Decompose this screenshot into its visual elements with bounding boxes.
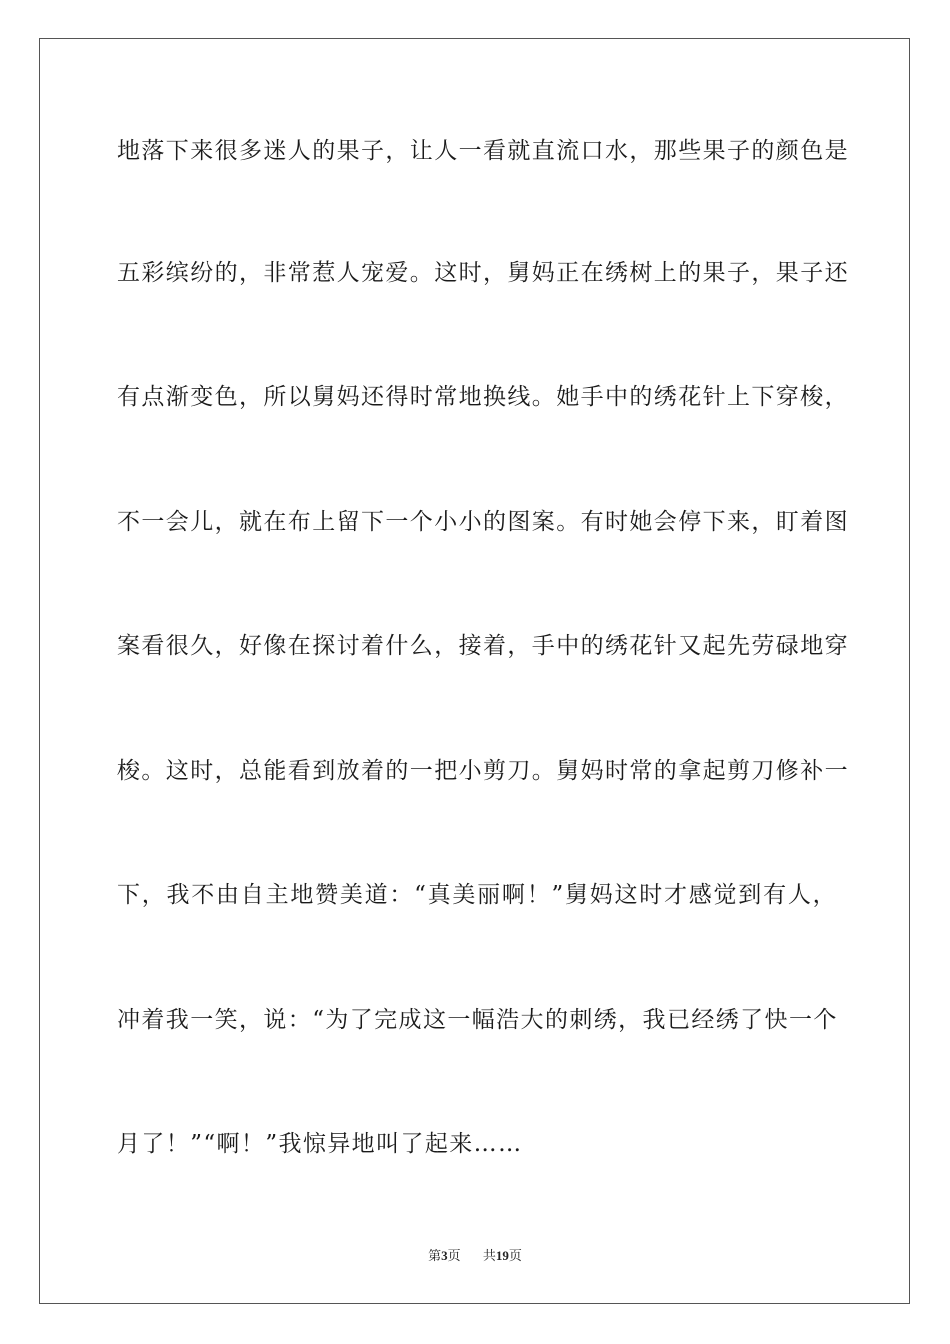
total-suffix: 页: [508, 1249, 522, 1264]
text-line-2: 五彩缤纷的，非常惹人宠爱。这时，舅妈正在绣树上的果子，果子还: [117, 260, 849, 286]
page-footer: [0, 1247, 950, 1266]
total-prefix: 共: [482, 1249, 496, 1264]
page-prefix: 第: [428, 1249, 442, 1264]
text-line-9: 月了！”“啊！”我惊异地叫了起来……: [117, 1131, 523, 1157]
page-number: 3: [441, 1248, 448, 1263]
text-line-4: 不一会儿，就在布上留下一个小小的图案。有时她会停下来，盯着图: [117, 509, 849, 535]
text-line-8: 冲着我一笑，说：“为了完成这一幅浩大的刺绣，我已经绣了快一个: [117, 1007, 838, 1033]
page-border: [39, 38, 910, 1304]
page-suffix: 页: [447, 1249, 461, 1264]
text-line-3: 有点渐变色，所以舅妈还得时常地换线。她手中的绣花针上下穿梭，: [117, 384, 849, 410]
total-pages: 19: [495, 1248, 509, 1263]
text-line-7: 下，我不由自主地赞美道：“真美丽啊！”舅妈这时才感觉到有人，: [117, 882, 837, 908]
text-line-5: 案看很久，好像在探讨着什么，接着，手中的绣花针又起先劳碌地穿: [117, 633, 849, 659]
text-line-1: 地落下来很多迷人的果子，让人一看就直流口水，那些果子的颜色是: [117, 138, 849, 164]
text-line-6: 梭。这时，总能看到放着的一把小剪刀。舅妈时常的拿起剪刀修补一: [117, 758, 849, 784]
